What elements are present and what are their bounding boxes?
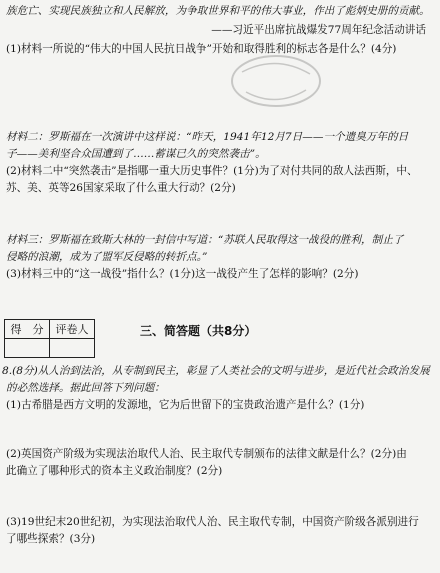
material-one-source: ——习近平出席抗战爆发77周年纪念活动讲话 [211,24,426,36]
question-8-2-line2: 此确立了哪种形式的资本主义政治制度？(2分) [6,465,223,477]
question-3: (3)材料三中的“这一战役”指什么？(1分)这一战役产生了怎样的影响？(2分) [6,268,359,280]
score-table [4,319,95,358]
question-8-line1: 8.(8分)从人治到法治，从专制到民主，彰显了人类社会的文明与进步，是近代社会政治发展 [2,365,430,377]
material-three-line2: 侵略的浪潮，成为了盟军反侵略的转折点。” [6,251,208,263]
question-8-line2: 的必然选择。据此回答下列问题： [6,382,165,394]
material-two-line1: 材料二：罗斯福在一次演讲中这样说：“昨天，1941年12月7日——一个遗臭万年的日 [6,131,409,143]
material-one-ending: 族危亡、实现民族独立和人民解放，为争取世界和平的伟大事业，作出了彪炳史册的贡献。 [6,5,430,17]
question-8-2-line1: (2)英国资产阶级为实现法治取代人治、民主取代专制颁布的法律文献是什么？(2分)由 [6,448,407,460]
question-8-3-line2: 了哪些探索？(3分) [6,533,96,545]
grader-cell [50,339,95,358]
grader-label: 评卷人 [50,320,95,339]
question-2-line1: (2)材料二中“突然袭击”是指哪一重大历史事件？(1分)为了对付共同的敌人法西斯，中、 [6,165,418,177]
question-1: (1)材料一所说的“伟大的中国人民抗日战争”开始和取得胜利的标志各是什么？(4分) [6,43,397,55]
material-two-line2: 子——美利坚合众国遭到了……蓄谋已久的突然袭击”。 [6,148,266,160]
material-three-line1: 材料三：罗斯福在致斯大林的一封信中写道：“苏联人民取得这一战役的胜利，制止了 [6,234,404,246]
question-8-3-line1: (3)19世纪末20世纪初，为实现法治取代人治、民主取代专制，中国资产阶级各派别进行 [6,516,419,528]
question-2-line2: 苏、美、英等26国家采取了什么重大行动？(2分) [6,182,236,194]
score-label: 得 分 [5,320,50,339]
section-title: 三、简答题（共8分） [140,324,257,338]
stamp-mark-icon [228,52,324,110]
question-8-1: (1)古希腊是西方文明的发源地，它为后世留下的宝贵政治遗产是什么？(1分) [6,399,365,411]
score-cell [5,339,50,358]
